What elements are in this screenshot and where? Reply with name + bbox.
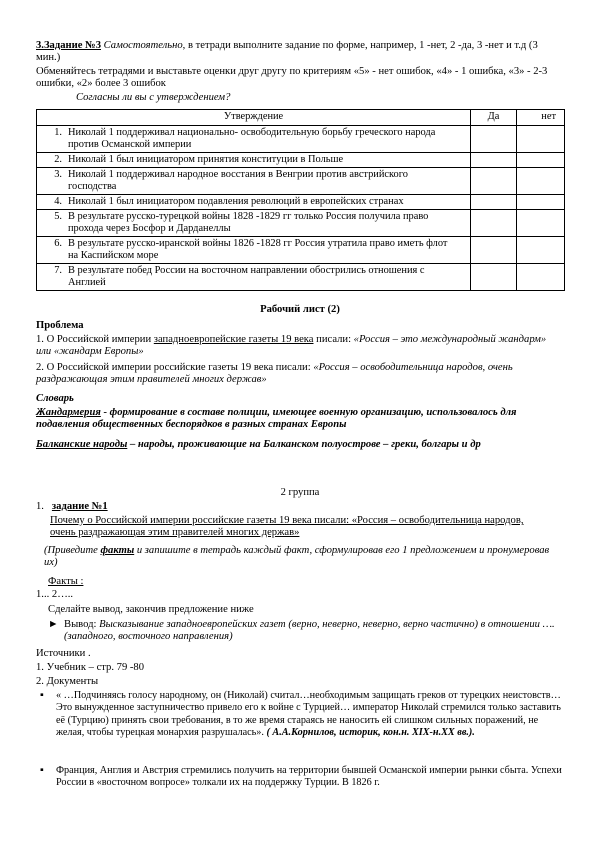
problem-2-quote: «Россия – освободительница народов, очень раздражающая этим правителей многих держав» [36, 362, 513, 386]
instr-lead: (Приведите [44, 545, 101, 556]
conclusion-label: Вывод: [64, 619, 100, 630]
row-statement: Николай 1 был инициатором принятия конституции в Польше [68, 154, 344, 165]
row-number: 7. [54, 265, 62, 276]
row-number: 1. [54, 127, 62, 138]
row-statement: В результате побед России на восточном направлении обострились отношения с Англией [68, 265, 425, 288]
table-row [37, 264, 565, 291]
problem-1-lead: 1. О Российской империи [36, 334, 154, 345]
table-header-row [37, 110, 565, 126]
task3-instructions [36, 40, 564, 65]
table-row [37, 210, 565, 237]
no-cell[interactable] [517, 126, 565, 153]
row-statement: Николай 1 поддерживал народное восстания в Венгрии против австрийского господства [68, 169, 408, 192]
arrow-icon: ► [48, 619, 59, 630]
header-no: нет [517, 110, 565, 126]
facts-items: 1... 2….. [36, 589, 74, 600]
facts-label: Факты : [48, 576, 84, 587]
row-number: 4. [54, 196, 62, 207]
row-statement: В результате русско-турецкой войны 1828 -1829 гг только Россия получила право прохода через Босфор и Дарданеллы [68, 211, 429, 234]
source-2: 2. Документы [36, 676, 99, 687]
no-cell[interactable] [517, 195, 565, 210]
group-title: 2 группа [280, 487, 320, 498]
dictionary-term-2 [36, 439, 564, 451]
worksheet-title: Рабочий лист (2) [260, 304, 340, 315]
no-cell[interactable] [517, 168, 565, 195]
instr-rest: и запишите в тетрадь каждый факт, сформулировав его 1 предложением и пронумеровав их) [44, 545, 550, 569]
task1-heading [36, 501, 564, 513]
sources-label: Источники . [36, 648, 91, 659]
document-1 [56, 690, 564, 740]
row-number: 5. [54, 211, 62, 222]
conclusion-text [64, 619, 564, 644]
task1-number: 1. [36, 501, 44, 512]
yes-cell[interactable] [471, 153, 517, 168]
task1-instructions [44, 545, 564, 570]
task3-grading: Обменяйтесь тетрадями и выставьте оценки друг другу по критериям «5» - нет ошибок, «4» - 1 ошибка, «3» - 2-3 ошибки, «2» более 3 ошибок [36, 66, 548, 90]
row-statement: Николай 1 поддерживал национально- освободительную борьбу греческого народа против Османской империи [68, 127, 436, 150]
source-1: 1. Учебник – стр. 79 -80 [36, 662, 145, 673]
document-1-author: ( А.А.Корнилов, историк, кон.н. XIX-н.XX вв.). [266, 727, 475, 739]
conclusion-body: Высказывание западноевропейских газет (верно, неверно, неверно, верно частично) в отношении ….(западного, восточного направления) [64, 619, 555, 643]
table-row [37, 168, 565, 195]
header-yes: Да [471, 110, 517, 126]
dictionary-term-1 [36, 407, 564, 432]
statements-table [36, 109, 565, 291]
problem-label: Проблема [36, 320, 84, 331]
yes-cell[interactable] [471, 126, 517, 153]
row-number: 2. [54, 154, 62, 165]
yes-cell[interactable] [471, 237, 517, 264]
term-balkan-peoples: Балканские народы [36, 439, 128, 450]
problem-1-quote: «Россия – это международный жандарм» или «жандарм Европы» [36, 334, 547, 358]
row-number: 6. [54, 238, 62, 249]
yes-cell[interactable] [471, 210, 517, 237]
task3-label: 3.Задание №3 [36, 40, 101, 51]
problem-1-source: западноевропейские газеты 19 века [153, 334, 314, 345]
yes-cell[interactable] [471, 264, 517, 291]
term-gendarmerie: Жандармерия [36, 407, 101, 418]
task1-label: задание №1 [51, 501, 108, 512]
table-row [37, 126, 565, 153]
conclusion-instruction: Сделайте вывод, закончив предложение ниже [48, 604, 254, 615]
no-cell[interactable] [517, 264, 565, 291]
yes-cell[interactable] [471, 168, 517, 195]
definition-gendarmerie: - формирование в составе полиции, имеющее военную организацию, использовалось для подавления общественных беспорядков в разных странах Европы [36, 407, 517, 431]
task1-question: Почему о Российской империи российские газеты 19 века писали: «Россия – освободительница народов, очень раздражающая этим правителей многих держав» [50, 515, 524, 539]
problem-1-verb: писали: [313, 334, 354, 345]
yes-cell[interactable] [471, 195, 517, 210]
dictionary-label: Словарь [36, 393, 74, 404]
document-2: Франция, Англия и Австрия стремились получить на территории бывшей Османской империи рынки сбыта. Успехи России в «восточном вопросе» толкали их на поддержку Турции. В 1826 г. [56, 765, 562, 789]
no-cell[interactable] [517, 237, 565, 264]
definition-balkan-peoples: – народы, проживающие на Балканском полуострове – греки, болгары и др [127, 439, 481, 450]
row-statement: В результате русско-иранской войны 1826 -1828 гг Россия утратила право иметь флот на Каспийском море [68, 238, 448, 261]
table-row [37, 153, 565, 168]
bullet-icon: ▪ [40, 690, 44, 701]
no-cell[interactable] [517, 210, 565, 237]
task3-question: Согласны ли вы с утверждением? [76, 92, 231, 103]
task3-text: , в тетради выполните задание по форме, например, 1 -нет, 2 -да, 3 -нет и т.д (3 мин.) [36, 40, 538, 64]
task3-mode: Самостоятельно [101, 40, 183, 51]
row-statement: Николай 1 был инициатором подавления революций в европейских странах [68, 196, 404, 207]
table-row [37, 237, 565, 264]
instr-facts: факты [100, 545, 135, 556]
problem-2-lead: 2. О Российской империи российские газеты 19 века писали: [36, 362, 314, 373]
row-number: 3. [54, 169, 62, 180]
header-statement: Утверждение [37, 110, 471, 126]
no-cell[interactable] [517, 153, 565, 168]
problem-2 [36, 362, 564, 387]
problem-1 [36, 334, 564, 359]
document-1-quote: « …Подчиняясь голосу народному, он (Николай) считал…необходимым защищать греков от турецких неистовств… Это вынужденное заступничество привело его к войне с Турцией… император Николай стремился только заставить её (Турцию) принять свои требования, в то же время стараясь не наносить ей слишком сильных поражений, не желая, чтобы турецкая монархия разрушалась». [56, 690, 561, 739]
table-row [37, 195, 565, 210]
bullet-icon: ▪ [40, 765, 44, 776]
